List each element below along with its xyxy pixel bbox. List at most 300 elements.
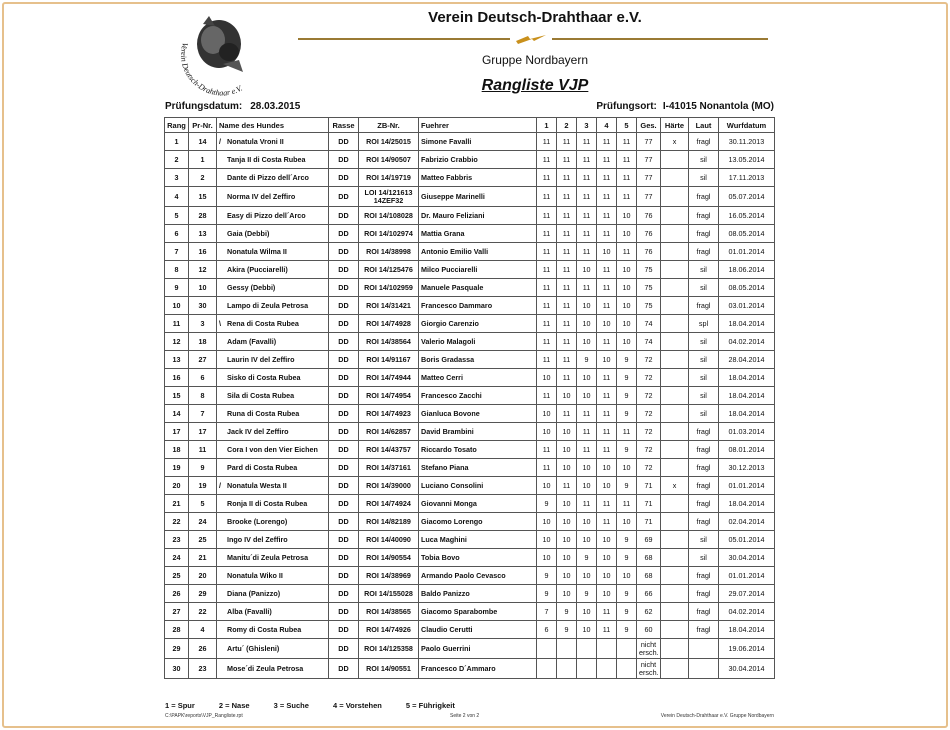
cell-score: 11 bbox=[617, 169, 637, 187]
cell-score: 10 bbox=[597, 243, 617, 261]
divider-left bbox=[298, 38, 510, 40]
cell-score: 11 bbox=[597, 333, 617, 351]
cell-score: 10 bbox=[617, 225, 637, 243]
cell-score: 11 bbox=[577, 169, 597, 187]
cell-score: 10 bbox=[537, 549, 557, 567]
cell-laut: fragl bbox=[689, 495, 719, 513]
cell-rasse: DD bbox=[329, 423, 359, 441]
cell-total: 72 bbox=[637, 351, 661, 369]
cell-score: 10 bbox=[577, 387, 597, 405]
cell-score bbox=[557, 639, 577, 659]
cell-birthdate: 18.04.2014 bbox=[719, 621, 775, 639]
cell-score: 11 bbox=[537, 315, 557, 333]
cell-rang: 23 bbox=[165, 531, 189, 549]
col-header: Fuehrer bbox=[419, 118, 537, 133]
cell-handler: David Brambini bbox=[419, 423, 537, 441]
cell-birthdate: 30.04.2014 bbox=[719, 659, 775, 679]
col-header: Rasse bbox=[329, 118, 359, 133]
cell-haerte bbox=[661, 639, 689, 659]
dog-name: Jack IV del Zeffiro bbox=[227, 427, 289, 436]
cell-dog-name bbox=[217, 621, 329, 639]
cell-score: 11 bbox=[597, 369, 617, 387]
cell-score: 9 bbox=[577, 351, 597, 369]
cell-score: 11 bbox=[577, 151, 597, 169]
cell-score: 10 bbox=[577, 261, 597, 279]
col-header: 2 bbox=[557, 118, 577, 133]
table-row bbox=[165, 351, 775, 369]
cell-dog-name bbox=[217, 549, 329, 567]
cell-zb-nr bbox=[359, 207, 419, 225]
cell-zb-nr bbox=[359, 495, 419, 513]
cell-score: 11 bbox=[557, 333, 577, 351]
cell-rang: 22 bbox=[165, 513, 189, 531]
zb-nr: ROI 14/125476 bbox=[364, 264, 413, 274]
zb-nr: LOI 14/121613 bbox=[364, 187, 413, 197]
cell-total: 77 bbox=[637, 133, 661, 151]
cell-zb-nr bbox=[359, 315, 419, 333]
cell-dog-name bbox=[217, 315, 329, 333]
cell-total: nicht ersch. bbox=[637, 639, 661, 659]
cell-dog-name bbox=[217, 225, 329, 243]
divider-right bbox=[552, 38, 768, 40]
cell-laut: sil bbox=[689, 549, 719, 567]
cell-score: 10 bbox=[537, 513, 557, 531]
cell-zb-nr bbox=[359, 169, 419, 187]
cell-score: 10 bbox=[597, 315, 617, 333]
cell-birthdate: 08.05.2014 bbox=[719, 225, 775, 243]
dog-name: Lampo di Zeula Petrosa bbox=[227, 301, 309, 310]
cell-handler: Giuseppe Marinelli bbox=[419, 187, 537, 207]
cell-score: 10 bbox=[617, 459, 637, 477]
table-row bbox=[165, 315, 775, 333]
footer-org: Verein Deutsch-Drahthaar e.V. Gruppe Nordbayern bbox=[660, 713, 774, 719]
cell-rang: 28 bbox=[165, 621, 189, 639]
cell-dog-name bbox=[217, 477, 329, 495]
cell-score: 10 bbox=[557, 459, 577, 477]
cell-score bbox=[537, 659, 557, 679]
cell-score: 10 bbox=[557, 549, 577, 567]
cell-rasse: DD bbox=[329, 261, 359, 279]
cell-score: 11 bbox=[557, 279, 577, 297]
table-row bbox=[165, 459, 775, 477]
zb-nr: ROI 14/108028 bbox=[364, 210, 413, 220]
cell-rang: 6 bbox=[165, 225, 189, 243]
exam-place-label: Prüfungsort: bbox=[596, 101, 657, 112]
legend-item: 1 = Spur bbox=[165, 701, 195, 710]
cell-haerte bbox=[661, 151, 689, 169]
table-row bbox=[165, 133, 775, 151]
cell-score: 10 bbox=[577, 369, 597, 387]
cell-handler: Francesco D´Ammaro bbox=[419, 659, 537, 679]
cell-prnr: 18 bbox=[189, 333, 217, 351]
cell-birthdate: 18.04.2014 bbox=[719, 405, 775, 423]
cell-birthdate: 17.11.2013 bbox=[719, 169, 775, 187]
cell-handler: Boris Gradassa bbox=[419, 351, 537, 369]
cell-total: 77 bbox=[637, 151, 661, 169]
col-header: ZB-Nr. bbox=[359, 118, 419, 133]
cell-score: 11 bbox=[597, 169, 617, 187]
cell-score: 11 bbox=[597, 495, 617, 513]
cell-rasse: DD bbox=[329, 279, 359, 297]
cell-handler: Milco Pucciarelli bbox=[419, 261, 537, 279]
cell-rang: 30 bbox=[165, 659, 189, 679]
cell-score bbox=[617, 659, 637, 679]
cell-score: 11 bbox=[577, 423, 597, 441]
cell-total: 72 bbox=[637, 423, 661, 441]
cell-total: 60 bbox=[637, 621, 661, 639]
cell-score: 10 bbox=[537, 369, 557, 387]
cell-zb-nr bbox=[359, 567, 419, 585]
cell-laut: fragl bbox=[689, 477, 719, 495]
cell-score: 10 bbox=[617, 297, 637, 315]
cell-handler: Riccardo Tosato bbox=[419, 441, 537, 459]
cell-score: 10 bbox=[537, 423, 557, 441]
dog-name: Manitu´di Zeula Petrosa bbox=[227, 553, 309, 562]
cell-prnr: 14 bbox=[189, 133, 217, 151]
cell-score: 11 bbox=[537, 351, 557, 369]
dog-name: Pard di Costa Rubea bbox=[227, 463, 298, 472]
cell-birthdate: 08.05.2014 bbox=[719, 279, 775, 297]
cell-dog-name bbox=[217, 369, 329, 387]
cell-score: 11 bbox=[557, 261, 577, 279]
zb-nr: ROI 14/62857 bbox=[366, 426, 411, 436]
cell-score: 9 bbox=[537, 495, 557, 513]
cell-score: 11 bbox=[617, 495, 637, 513]
cell-total: 72 bbox=[637, 387, 661, 405]
cell-haerte bbox=[661, 297, 689, 315]
cell-total: 74 bbox=[637, 315, 661, 333]
cell-score: 10 bbox=[597, 567, 617, 585]
cell-laut: fragl bbox=[689, 603, 719, 621]
cell-prnr: 26 bbox=[189, 639, 217, 659]
zb-nr: ROI 14/90554 bbox=[366, 552, 411, 562]
cell-laut: sil bbox=[689, 405, 719, 423]
cell-score: 11 bbox=[617, 133, 637, 151]
cell-prnr: 16 bbox=[189, 243, 217, 261]
cell-birthdate: 01.01.2014 bbox=[719, 477, 775, 495]
cell-rasse: DD bbox=[329, 405, 359, 423]
cell-zb-nr bbox=[359, 477, 419, 495]
cell-rang: 1 bbox=[165, 133, 189, 151]
cell-score: 10 bbox=[597, 459, 617, 477]
cell-laut: fragl bbox=[689, 225, 719, 243]
cell-score: 10 bbox=[617, 279, 637, 297]
cell-rasse: DD bbox=[329, 513, 359, 531]
cell-score: 7 bbox=[537, 603, 557, 621]
cell-haerte bbox=[661, 369, 689, 387]
cell-dog-name bbox=[217, 279, 329, 297]
cell-rang: 7 bbox=[165, 243, 189, 261]
cell-dog-name bbox=[217, 495, 329, 513]
cell-total: 66 bbox=[637, 585, 661, 603]
cell-score: 11 bbox=[597, 387, 617, 405]
cell-handler: Paolo Guerrini bbox=[419, 639, 537, 659]
cell-score: 9 bbox=[537, 567, 557, 585]
cell-score: 9 bbox=[617, 621, 637, 639]
exam-place-value: I-41015 Nonantola (MO) bbox=[662, 101, 774, 112]
zb-nr: ROI 14/74923 bbox=[366, 408, 411, 418]
cell-prnr: 10 bbox=[189, 279, 217, 297]
cell-laut: fragl bbox=[689, 441, 719, 459]
table-row bbox=[165, 225, 775, 243]
cell-rasse: DD bbox=[329, 225, 359, 243]
cell-score: 10 bbox=[617, 513, 637, 531]
cell-score bbox=[597, 659, 617, 679]
cell-birthdate: 16.05.2014 bbox=[719, 207, 775, 225]
cell-rang: 2 bbox=[165, 151, 189, 169]
cell-laut: fragl bbox=[689, 585, 719, 603]
cell-score: 11 bbox=[537, 333, 557, 351]
cell-laut: sil bbox=[689, 531, 719, 549]
dog-name: Laurin IV del Zeffiro bbox=[227, 355, 295, 364]
cell-rang: 14 bbox=[165, 405, 189, 423]
dog-name: Akira (Pucciarelli) bbox=[227, 265, 288, 274]
cell-haerte bbox=[661, 495, 689, 513]
cell-handler: Antonio Emilio Valli bbox=[419, 243, 537, 261]
table-row bbox=[165, 297, 775, 315]
cell-laut: sil bbox=[689, 151, 719, 169]
cell-handler: Stefano Piana bbox=[419, 459, 537, 477]
cell-rasse: DD bbox=[329, 151, 359, 169]
cell-rasse: DD bbox=[329, 351, 359, 369]
cell-total: nicht ersch. bbox=[637, 659, 661, 679]
cell-rang: 25 bbox=[165, 567, 189, 585]
cell-birthdate: 01.03.2014 bbox=[719, 423, 775, 441]
cell-prnr: 27 bbox=[189, 351, 217, 369]
cell-laut: spl bbox=[689, 315, 719, 333]
cell-prnr: 9 bbox=[189, 459, 217, 477]
cell-zb-nr bbox=[359, 459, 419, 477]
cell-prnr: 23 bbox=[189, 659, 217, 679]
cell-zb-nr bbox=[359, 639, 419, 659]
cell-handler: Armando Paolo Cevasco bbox=[419, 567, 537, 585]
zb-nr: ROI 14/38565 bbox=[366, 606, 411, 616]
cell-score: 10 bbox=[577, 477, 597, 495]
cell-rang: 8 bbox=[165, 261, 189, 279]
cell-prnr: 22 bbox=[189, 603, 217, 621]
cell-dog-name bbox=[217, 151, 329, 169]
score-legend bbox=[165, 701, 477, 710]
cell-birthdate: 29.07.2014 bbox=[719, 585, 775, 603]
dog-name: Mose´di Zeula Petrosa bbox=[227, 664, 304, 673]
cell-score: 11 bbox=[537, 387, 557, 405]
cell-prnr: 4 bbox=[189, 621, 217, 639]
cell-score: 11 bbox=[577, 187, 597, 207]
dog-name: Gaia (Debbi) bbox=[227, 229, 270, 238]
cell-total: 62 bbox=[637, 603, 661, 621]
cell-total: 72 bbox=[637, 459, 661, 477]
cell-dog-name bbox=[217, 207, 329, 225]
cell-birthdate: 04.02.2014 bbox=[719, 333, 775, 351]
dog-name: Nonatula Westa II bbox=[227, 481, 287, 490]
footer-page: Seite 2 von 2 bbox=[450, 713, 480, 719]
cell-laut: fragl bbox=[689, 459, 719, 477]
cell-score: 11 bbox=[617, 243, 637, 261]
cell-prnr: 13 bbox=[189, 225, 217, 243]
cell-dog-name bbox=[217, 567, 329, 585]
org-name: Verein Deutsch-Drahthaar e.V. bbox=[428, 9, 642, 26]
cell-laut: sil bbox=[689, 351, 719, 369]
cell-laut: sil bbox=[689, 261, 719, 279]
table-row bbox=[165, 585, 775, 603]
cell-score: 11 bbox=[557, 405, 577, 423]
zb-nr: ROI 14/91167 bbox=[366, 354, 411, 364]
cell-zb-nr bbox=[359, 261, 419, 279]
cell-score: 9 bbox=[617, 585, 637, 603]
cell-score: 11 bbox=[557, 351, 577, 369]
cell-rang: 5 bbox=[165, 207, 189, 225]
cell-prnr: 28 bbox=[189, 207, 217, 225]
cell-score: 11 bbox=[557, 243, 577, 261]
cell-rang: 26 bbox=[165, 585, 189, 603]
cell-score: 11 bbox=[597, 297, 617, 315]
cell-handler: Fabrizio Crabbio bbox=[419, 151, 537, 169]
table-row bbox=[165, 279, 775, 297]
cell-rang: 9 bbox=[165, 279, 189, 297]
cell-rasse: DD bbox=[329, 333, 359, 351]
cell-handler: Giovanni Monga bbox=[419, 495, 537, 513]
cell-dog-name bbox=[217, 405, 329, 423]
cell-dog-name bbox=[217, 169, 329, 187]
col-header: 4 bbox=[597, 118, 617, 133]
zb-nr: ROI 14/25015 bbox=[366, 136, 411, 146]
cell-birthdate: 02.04.2014 bbox=[719, 513, 775, 531]
cell-dog-name bbox=[217, 459, 329, 477]
table-row bbox=[165, 603, 775, 621]
cell-zb-nr bbox=[359, 369, 419, 387]
cell-score: 10 bbox=[597, 351, 617, 369]
cell-score: 11 bbox=[537, 169, 557, 187]
cell-total: 72 bbox=[637, 369, 661, 387]
cell-score: 10 bbox=[537, 531, 557, 549]
cell-score: 11 bbox=[557, 187, 577, 207]
cell-laut: sil bbox=[689, 369, 719, 387]
cell-haerte: x bbox=[661, 477, 689, 495]
cell-zb-nr bbox=[359, 151, 419, 169]
table-row bbox=[165, 261, 775, 279]
cell-score: 11 bbox=[617, 423, 637, 441]
table-row bbox=[165, 531, 775, 549]
cell-birthdate: 13.05.2014 bbox=[719, 151, 775, 169]
cell-score: 10 bbox=[597, 585, 617, 603]
cell-rasse: DD bbox=[329, 495, 359, 513]
dog-name: Cora I von den Vier Eichen bbox=[227, 445, 318, 454]
cell-zb-nr bbox=[359, 549, 419, 567]
cell-score: 11 bbox=[557, 369, 577, 387]
dog-name: Sisko di Costa Rubea bbox=[227, 373, 301, 382]
cell-handler: Francesco Zacchi bbox=[419, 387, 537, 405]
col-header: Rang bbox=[165, 118, 189, 133]
cell-score: 11 bbox=[577, 441, 597, 459]
dog-name: Adam (Favalli) bbox=[227, 337, 277, 346]
cell-haerte: x bbox=[661, 133, 689, 151]
zb-nr: ROI 14/102959 bbox=[364, 282, 413, 292]
dog-name: Sila di Costa Rubea bbox=[227, 391, 295, 400]
cell-haerte bbox=[661, 459, 689, 477]
cell-prnr: 20 bbox=[189, 567, 217, 585]
col-header: Härte bbox=[661, 118, 689, 133]
cell-rang: 3 bbox=[165, 169, 189, 187]
table-row bbox=[165, 405, 775, 423]
cell-zb-nr bbox=[359, 279, 419, 297]
zb-nr: ROI 14/19719 bbox=[366, 172, 411, 182]
col-header: 5 bbox=[617, 118, 637, 133]
cell-handler: Simone Favalli bbox=[419, 133, 537, 151]
cell-zb-nr bbox=[359, 297, 419, 315]
cell-score bbox=[617, 639, 637, 659]
cell-score: 9 bbox=[617, 441, 637, 459]
cell-zb-nr bbox=[359, 585, 419, 603]
table-row bbox=[165, 207, 775, 225]
table-row bbox=[165, 549, 775, 567]
cell-score: 11 bbox=[537, 225, 557, 243]
cell-score: 10 bbox=[577, 531, 597, 549]
zb-nr: ROI 14/39000 bbox=[366, 480, 411, 490]
cell-score: 11 bbox=[577, 133, 597, 151]
cell-total: 76 bbox=[637, 225, 661, 243]
cell-score: 11 bbox=[597, 207, 617, 225]
cell-dog-name bbox=[217, 423, 329, 441]
cell-score: 10 bbox=[617, 333, 637, 351]
cell-total: 77 bbox=[637, 169, 661, 187]
cell-birthdate: 08.01.2014 bbox=[719, 441, 775, 459]
cell-birthdate: 01.01.2014 bbox=[719, 567, 775, 585]
cell-total: 72 bbox=[637, 405, 661, 423]
cell-score: 11 bbox=[597, 133, 617, 151]
col-header: Ges. bbox=[637, 118, 661, 133]
cell-zb-nr bbox=[359, 133, 419, 151]
cell-handler: Mattia Grana bbox=[419, 225, 537, 243]
cell-birthdate: 18.04.2014 bbox=[719, 495, 775, 513]
table-row bbox=[165, 423, 775, 441]
cell-laut: sil bbox=[689, 333, 719, 351]
legend-item: 4 = Vorstehen bbox=[332, 701, 382, 710]
col-header: Pr-Nr. bbox=[189, 118, 217, 133]
table-row bbox=[165, 243, 775, 261]
cell-score: 10 bbox=[577, 297, 597, 315]
cell-haerte bbox=[661, 513, 689, 531]
zb-nr: ROI 14/125358 bbox=[364, 643, 413, 653]
cell-laut: fragl bbox=[689, 207, 719, 225]
dog-name: Dante di Pizzo dell´Arco bbox=[227, 173, 309, 182]
cell-handler: Valerio Malagoli bbox=[419, 333, 537, 351]
cell-haerte bbox=[661, 315, 689, 333]
cell-zb-nr bbox=[359, 659, 419, 679]
cell-dog-name bbox=[217, 585, 329, 603]
zb-nr: ROI 14/155028 bbox=[364, 588, 413, 598]
cell-total: 72 bbox=[637, 441, 661, 459]
cell-score: 11 bbox=[557, 315, 577, 333]
cell-score: 9 bbox=[577, 585, 597, 603]
cell-haerte bbox=[661, 261, 689, 279]
table-row bbox=[165, 567, 775, 585]
cell-score: 10 bbox=[577, 459, 597, 477]
table-row bbox=[165, 151, 775, 169]
table-row bbox=[165, 369, 775, 387]
cell-haerte bbox=[661, 603, 689, 621]
cell-rasse: DD bbox=[329, 639, 359, 659]
cell-total: 71 bbox=[637, 513, 661, 531]
cell-rasse: DD bbox=[329, 187, 359, 207]
cell-zb-nr bbox=[359, 405, 419, 423]
zb-nr: ROI 14/90507 bbox=[366, 154, 411, 164]
cell-haerte bbox=[661, 567, 689, 585]
cell-score: 9 bbox=[617, 531, 637, 549]
cell-rasse: DD bbox=[329, 531, 359, 549]
cell-score: 10 bbox=[577, 621, 597, 639]
cell-handler: Giorgio Carenzio bbox=[419, 315, 537, 333]
cell-rasse: DD bbox=[329, 133, 359, 151]
